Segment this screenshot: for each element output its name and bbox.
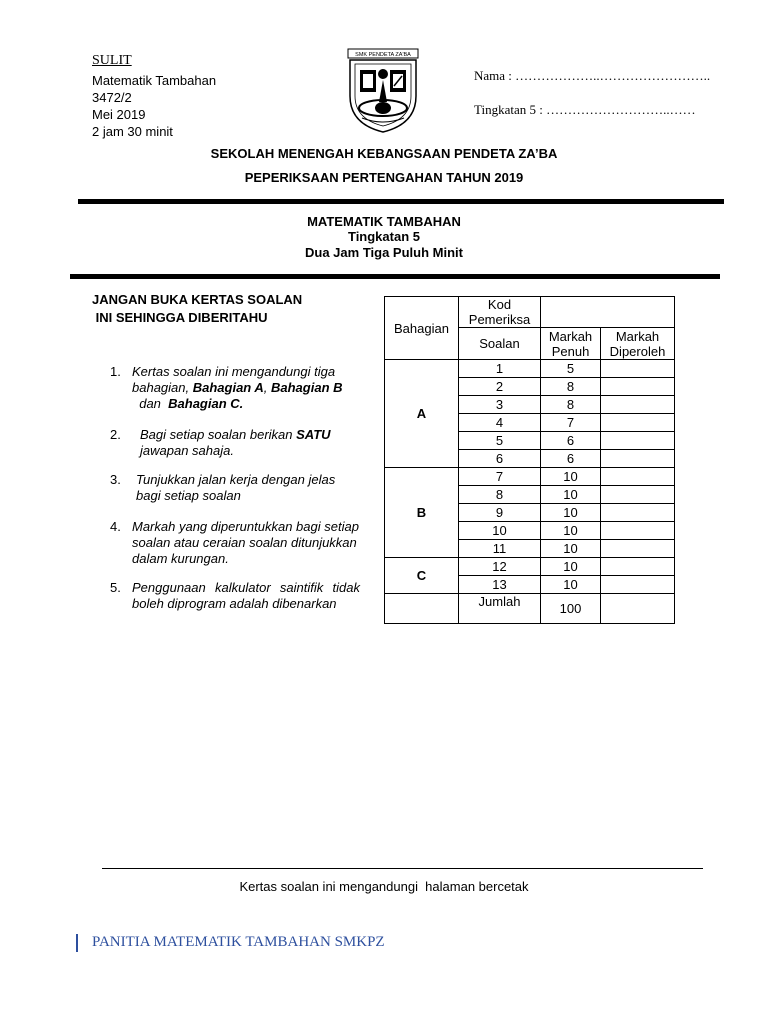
- table-cell-penuh: 6: [541, 432, 601, 450]
- form-field: Tingkatan 5 : ………………………..……: [474, 102, 696, 117]
- subject-form: Tingkatan 5: [347, 229, 420, 244]
- table-cell-diperoleh[interactable]: [601, 486, 675, 504]
- school-name: SEKOLAH MENENGAH KEBANGSAAN PENDETA ZA’BA: [210, 146, 558, 161]
- crest-icon: [344, 46, 422, 134]
- subject-name: Matematik Tambahan: [92, 73, 217, 88]
- header-markah-penuh: Markah Penuh: [541, 328, 601, 360]
- table-cell-soalan: 10: [459, 522, 541, 540]
- table-cell-diperoleh[interactable]: [601, 576, 675, 594]
- paper-code: 3472/2: [92, 90, 132, 105]
- table-cell-penuh: 10: [541, 504, 601, 522]
- instruction-text: jawapan sahaja.: [140, 443, 234, 458]
- table-cell-penuh: 6: [541, 450, 601, 468]
- table-cell-diperoleh[interactable]: [601, 522, 675, 540]
- table-cell-penuh: 10: [541, 468, 601, 486]
- header-left: [92, 52, 216, 140]
- divider-bottom: [70, 274, 720, 279]
- instruction-number: 2.: [110, 427, 121, 442]
- table-cell-soalan: 1: [459, 360, 541, 378]
- table-cell-soalan: 8: [459, 486, 541, 504]
- table-cell-diperoleh[interactable]: [601, 432, 675, 450]
- instruction-text: dan: [132, 396, 169, 411]
- table-cell-penuh: 10: [541, 486, 601, 504]
- instruction-number: 1.: [110, 364, 121, 379]
- table-cell-penuh: 10: [541, 558, 601, 576]
- section-b: B: [385, 468, 459, 558]
- table-cell-empty: [385, 594, 459, 624]
- table-cell-diperoleh[interactable]: [601, 414, 675, 432]
- table-cell-soalan: 3: [459, 396, 541, 414]
- subject-title: MATEMATIK TAMBAHAN: [307, 214, 461, 229]
- table-cell-soalan: 12: [459, 558, 541, 576]
- table-cell-diperoleh[interactable]: [601, 540, 675, 558]
- table-cell-soalan: 2: [459, 378, 541, 396]
- panitia-label: PANITIA MATEMATIK TAMBAHAN SMKPZ: [92, 934, 385, 950]
- header-kod-pemeriksa: Kod Pemeriksa: [459, 297, 541, 328]
- table-cell-penuh: 7: [541, 414, 601, 432]
- table-cell-diperoleh[interactable]: [601, 504, 675, 522]
- instruction-text: Penggunaan kalkulator saintifik tidak boleh diprogram adalah dibenarkan: [132, 580, 360, 611]
- table-cell-soalan: 5: [459, 432, 541, 450]
- instruction-bold: Bahagian A: [192, 380, 264, 395]
- table-cell-soalan: 7: [459, 468, 541, 486]
- table-cell-total-diperoleh[interactable]: [601, 594, 675, 624]
- table-cell-soalan: 13: [459, 576, 541, 594]
- table-cell-penuh: 10: [541, 522, 601, 540]
- instruction-number: 5.: [110, 580, 121, 595]
- table-cell-penuh: 5: [541, 360, 601, 378]
- instruction-text: Markah yang diperuntukkan bagi setiap soalan atau ceraian soalan ditunjukkan dalam kurungan.: [132, 519, 359, 566]
- warning-text: [92, 291, 302, 327]
- section-a: A: [385, 360, 459, 468]
- table-cell-soalan: 4: [459, 414, 541, 432]
- header-bahagian: Bahagian: [385, 297, 459, 360]
- footer-divider: [102, 868, 703, 869]
- section-c: C: [385, 558, 459, 594]
- table-cell-penuh: 10: [541, 540, 601, 558]
- table-cell-soalan: 6: [459, 450, 541, 468]
- divider-top: [78, 199, 724, 204]
- sulit-label: SULIT: [92, 53, 132, 68]
- marks-table: [384, 296, 675, 624]
- subject-duration: Dua Jam Tiga Puluh Minit: [305, 245, 463, 260]
- table-cell-total: 100: [541, 594, 601, 624]
- table-cell-penuh: 8: [541, 378, 601, 396]
- exam-title: PEPERIKSAAN PERTENGAHAN TAHUN 2019: [244, 170, 524, 185]
- instruction-text: ,: [263, 380, 271, 395]
- table-cell-diperoleh[interactable]: [601, 468, 675, 486]
- panitia-bar: [76, 934, 78, 952]
- name-field: Nama : ………………..……………………..: [474, 68, 711, 83]
- table-cell-diperoleh[interactable]: [601, 396, 675, 414]
- warning-line-1: JANGAN BUKA KERTAS SOALAN: [92, 292, 303, 307]
- instruction-text: Bagi setiap soalan berikan: [140, 427, 297, 442]
- table-cell-diperoleh[interactable]: [601, 378, 675, 396]
- warning-line-2: INI SEHINGGA DIBERITAHU: [92, 310, 268, 325]
- table-cell-diperoleh[interactable]: [601, 558, 675, 576]
- instruction-number: 4.: [110, 519, 121, 534]
- instruction-text: Tunjukkan jalan kerja dengan jelas bagi setiap soalan: [136, 472, 336, 503]
- instruction-bold: Bahagian B: [271, 380, 343, 395]
- instruction-bold: Bahagian C.: [168, 396, 244, 411]
- table-cell-soalan: 11: [459, 540, 541, 558]
- instruction-bold: SATU: [296, 427, 331, 442]
- header-soalan: Soalan: [459, 328, 541, 360]
- instruction-number: 3.: [110, 472, 121, 487]
- exam-date: Mei 2019: [92, 107, 146, 122]
- table-cell-diperoleh[interactable]: [601, 360, 675, 378]
- footer-text: Kertas soalan ini mengandungi halaman bercetak: [239, 879, 529, 894]
- header-markah-diperoleh: Markah Diperoleh: [601, 328, 675, 360]
- exam-duration: 2 jam 30 minit: [92, 124, 173, 139]
- table-cell-soalan: 9: [459, 504, 541, 522]
- table-cell-jumlah: Jumlah: [459, 594, 541, 624]
- table-cell-penuh: 8: [541, 396, 601, 414]
- panitia-text: [92, 934, 385, 951]
- table-cell-diperoleh[interactable]: [601, 450, 675, 468]
- crest-banner-text: SMK PENDETA ZA'BA: [355, 52, 411, 58]
- instruction-text: Kertas soalan ini mengandungi tiga bahagian,: [132, 364, 336, 395]
- school-crest-logo: [344, 46, 422, 134]
- header-empty: [541, 297, 675, 328]
- table-cell-penuh: 10: [541, 576, 601, 594]
